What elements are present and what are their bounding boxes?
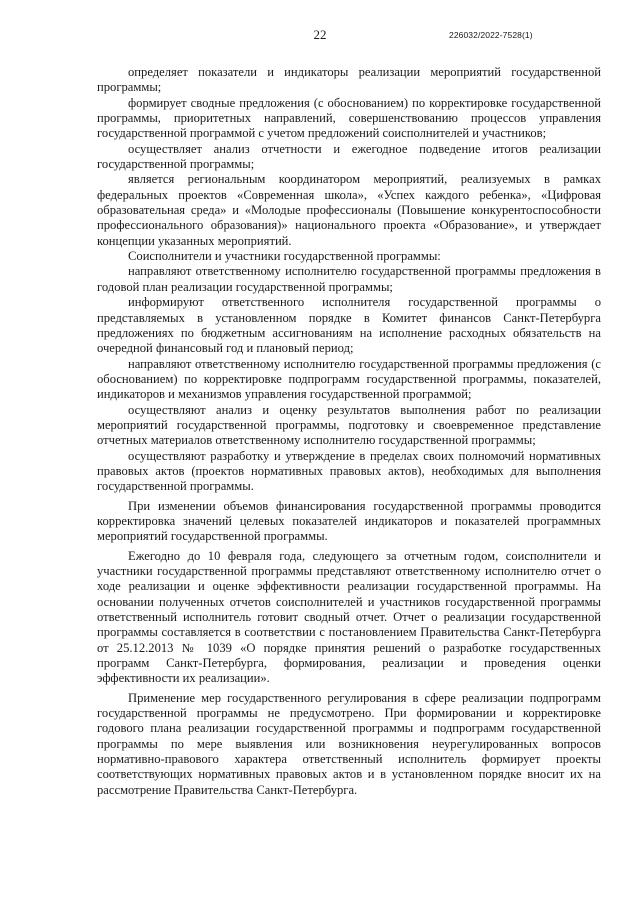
paragraph: информируют ответственного исполнителя государственной программы о представляемых в установленном порядке в Комитет финансов Санкт-Петербурга предложениях по бюджетным ассигнованиям на исполнение расходных обязательств на очередной финансовый год и плановый период; xyxy=(97,295,601,356)
document-body xyxy=(97,65,601,798)
paragraph: направляют ответственному исполнителю государственной программы предложения (с обоснованием) по корректировке подпрограмм государственной программы, показателей, индикаторов и механизмов управления государственной программой; xyxy=(97,356,601,402)
paragraph: осуществляют анализ и оценку результатов выполнения работ по реализации мероприятий государственной программы, подготовку и своевременное представление отчетных материалов ответственному исполнителю государственной программы; xyxy=(97,402,601,448)
paragraph: является региональным координатором мероприятий, реализуемых в рамках федеральных проектов «Современная школа», «Успех каждого ребенка», «Цифровая образовательная среда» и «Молодые профессионалы (Повышение конкурентоспособности профессионального образования)» национального проекта «Образование», и утверждает концепции указанных мероприятий. xyxy=(97,172,601,248)
paragraph: Применение мер государственного регулирования в сфере реализации подпрограмм государственной программы не предусмотрено. При формировании и корректировке годового плана реализации государственной программы и подпрограмм государственной программы по мере выявления или возникновения неурегулированных вопросов нормативно-правового характера ответственный исполнитель формирует проекты соответствующих нормативных правовых актов и в установленном порядке вносит их на рассмотрение Правительства Санкт-Петербурга. xyxy=(97,690,601,797)
paragraph: формирует сводные предложения (с обоснованием) по корректировке государственной программы, приоритетных направлений, совершенствованию процессов управления государственной программой с учетом предложений соисполнителей и участников; xyxy=(97,95,601,141)
paragraph: осуществляют разработку и утверждение в пределах своих полномочий нормативных правовых актов (проектов нормативных правовых актов), необходимых для выполнения государственной программы. xyxy=(97,448,601,494)
paragraph: направляют ответственному исполнителю государственной программы предложения в годовой план реализации государственной программы; xyxy=(97,264,601,294)
page-number: 22 xyxy=(313,27,327,42)
paragraph: При изменении объемов финансирования государственной программы проводится корректировка значений целевых показателей индикаторов и показателей программных мероприятий государственной программы. xyxy=(97,498,601,544)
document-registration-code: 226032/2022-7528(1) xyxy=(449,30,533,40)
paragraph: Соисполнители и участники государственной программы: xyxy=(128,249,441,264)
paragraph: осуществляет анализ отчетности и ежегодное подведение итогов реализации государственной программы; xyxy=(97,141,601,172)
paragraph: Ежегодно до 10 февраля года, следующего за отчетным годом, соисполнители и участники государственной программы представляют ответственному исполнителю отчет о ходе реализации и оценке эффективности реализации государственной программы. На основании полученных отчетов соисполнителей и участников государственной программы ответственный исполнитель готовит сводный отчет. Отчет о реализации государственной программы составляется в соответствии с постановлением Правительства Санкт-Петербурга от 25.12.2013 № 1039 «О порядке принятия решений о разработке государственных программ Санкт-Петербурга, формирования, реализации и проведения оценки эффективности их реализации». xyxy=(97,548,601,686)
paragraph: определяет показатели и индикаторы реализации мероприятий государственной программы; xyxy=(97,65,601,95)
